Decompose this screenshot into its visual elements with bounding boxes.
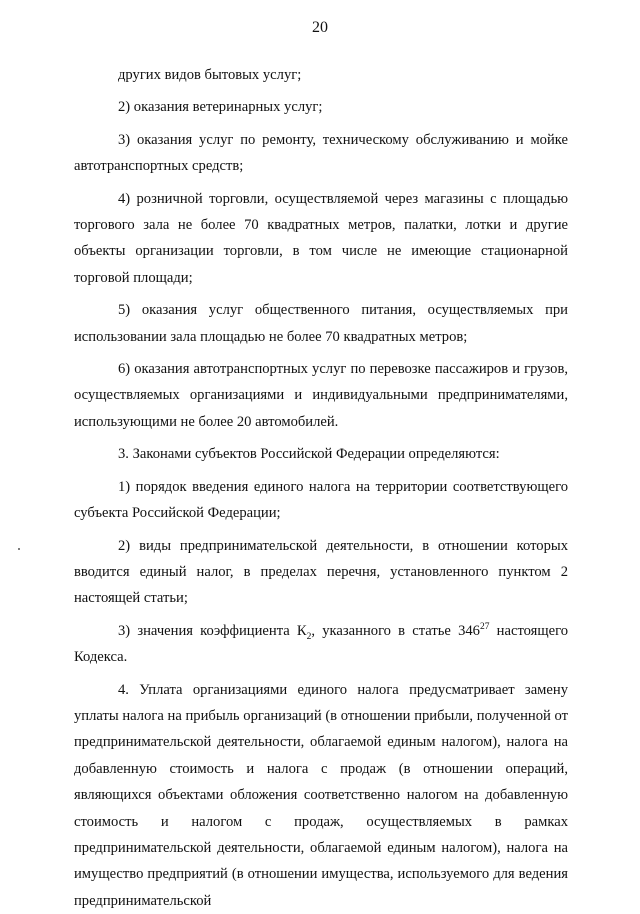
paragraph: 4. Уплата организациями единого налога предусматривает замену уплаты налога на прибыль организаций (в отношении прибыли, полученной от предпринимательской деятельности, облагаемой единым налогом), налога на добавленную стоимость и налога с продаж (в отношении операций, являющихся объектами обложения соответственно налогом на добавленную стоимость и налогом с продаж, осуществляемых в рамках предпринимательской деятельности, облагаемой единым налогом), налога на имущество предприятий (в отношении имущества, используемого для ведения предпринимательской	[74, 681, 568, 909]
paragraph: 5) оказания услуг общественного питания, осуществляемых при использовании зала площадью не более 70 квадратных метров;	[74, 302, 568, 345]
coef-text-middle: , указанного в статье 346	[311, 622, 480, 639]
paragraph: 2) оказания ветеринарных услуг;	[118, 99, 323, 116]
coefficient-paragraph	[74, 618, 568, 671]
paragraph: 3. Законами субъектов Российской Федерации определяются:	[118, 446, 500, 463]
coef-subscript: 2	[306, 631, 312, 642]
paragraph: 1) порядок введения единого налога на территории соответствующего субъекта Российской Федерации;	[74, 478, 568, 522]
document-body	[74, 62, 568, 914]
margin-mark	[18, 548, 20, 550]
paragraph: 3) оказания услуг по ремонту, техническому обслуживанию и мойке автотранспортных средств;	[74, 131, 568, 175]
paragraph: 2) виды предпринимательской деятельности, в отношении которых вводится единый налог, в пределах перечня, установленного пунктом 2 настоящей статьи;	[74, 537, 568, 607]
paragraph: 4) розничной торговли, осуществляемой через магазины с площадью торгового зала не более 70 квадратных метров, палатки, лотки и другие объекты организации торговли, в том числе не имеющие стационарной торговой площади;	[74, 190, 568, 286]
coef-text-after: настоящего Кодекса.	[74, 622, 568, 666]
article-superscript: 27	[479, 621, 490, 632]
page-number: 20	[312, 19, 328, 36]
paragraph: других видов бытовых услуг;	[118, 67, 302, 83]
paragraph: 6) оказания автотранспортных услуг по перевозке пассажиров и грузов, осуществляемых организациями и индивидуальными предпринимателями, использующими не более 20 автомобилей.	[74, 361, 568, 430]
coef-text-before: 3) значения коэффициента К	[118, 622, 307, 639]
